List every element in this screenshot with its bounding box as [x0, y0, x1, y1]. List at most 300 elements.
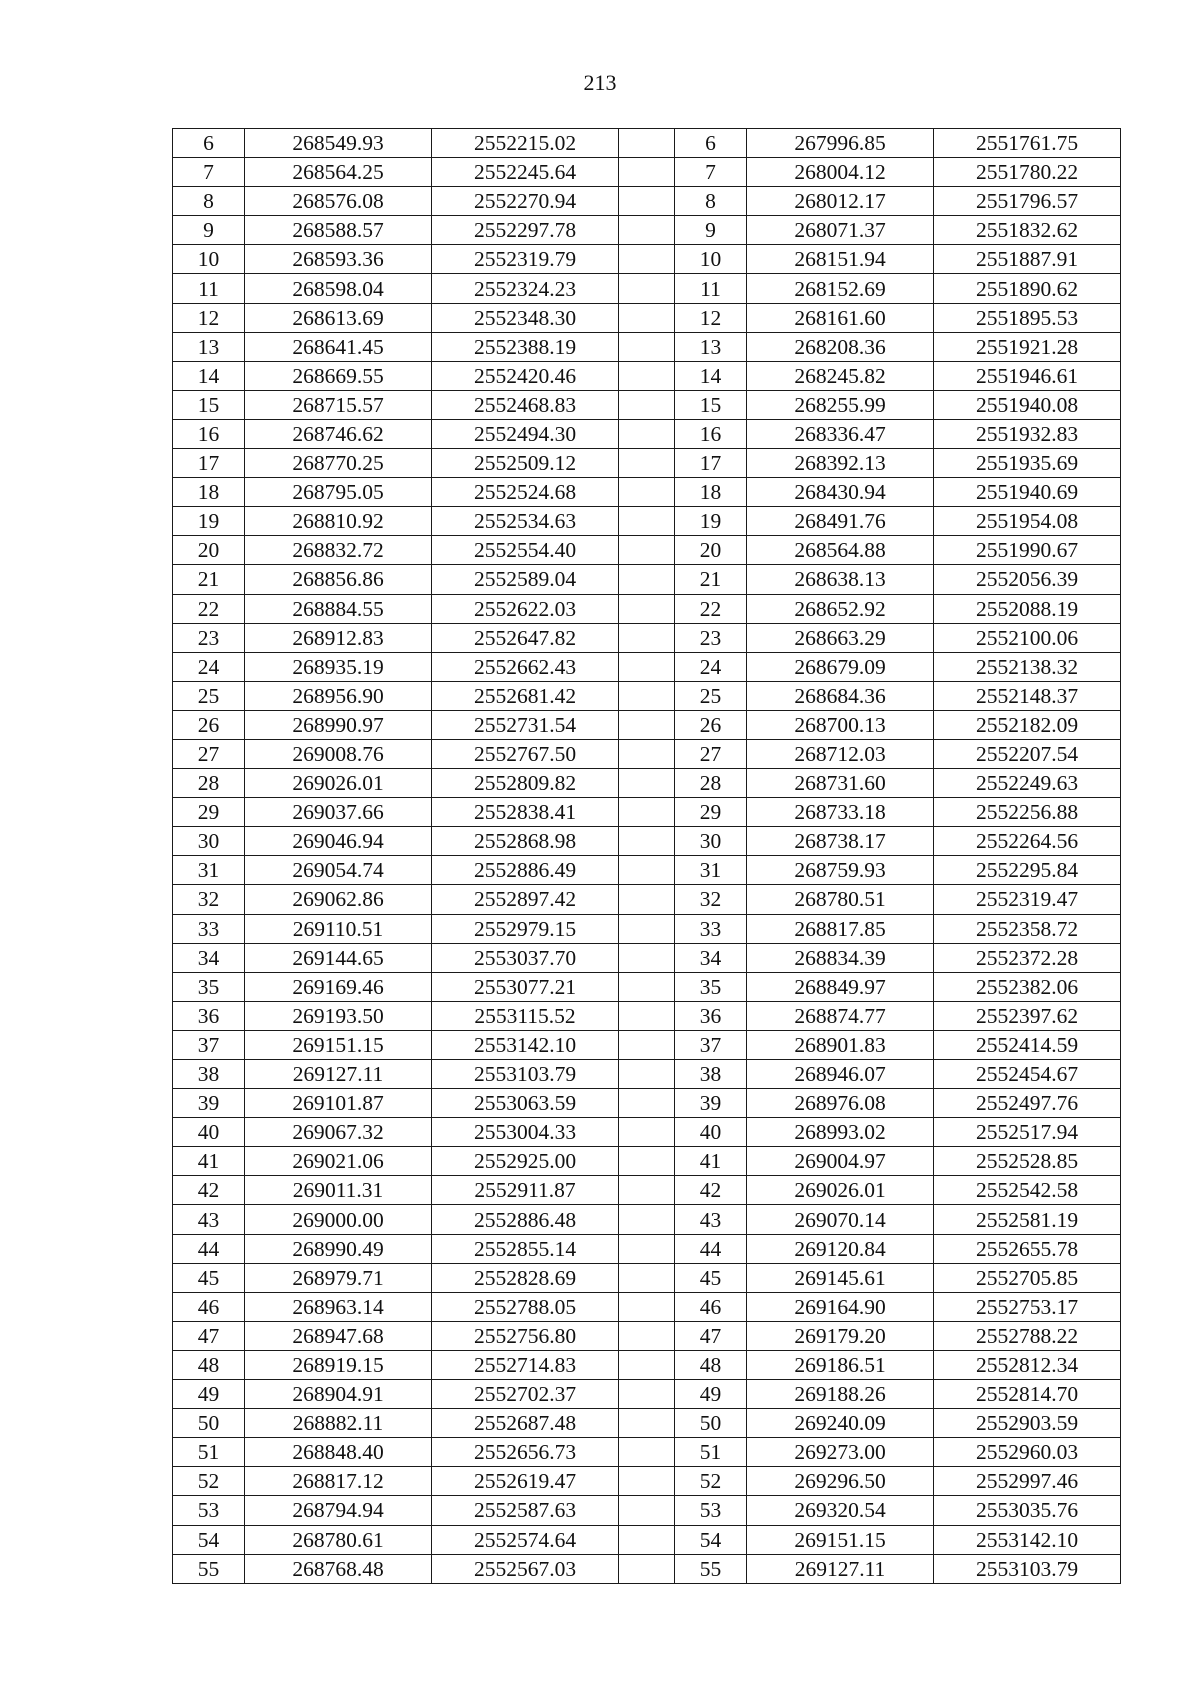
table-row: [173, 1292, 1121, 1321]
left-point-number-cell: 27: [173, 739, 245, 768]
empty-separator-cell: [619, 158, 675, 187]
right-x-coordinate-cell: 268245.82: [747, 361, 934, 390]
right-x-coordinate-cell: 269240.09: [747, 1409, 934, 1438]
left-y-coordinate-cell: 2552897.42: [432, 885, 619, 914]
right-point-number-cell: 38: [675, 1060, 747, 1089]
right-point-number-cell: 33: [675, 914, 747, 943]
left-x-coordinate-cell: 268549.93: [245, 129, 432, 158]
empty-separator-cell: [619, 1234, 675, 1263]
right-y-coordinate-cell: 2552056.39: [934, 565, 1121, 594]
coordinates-table: [172, 128, 1121, 1584]
left-y-coordinate-cell: 2552656.73: [432, 1438, 619, 1467]
left-x-coordinate-cell: 269046.94: [245, 827, 432, 856]
right-y-coordinate-cell: 2553142.10: [934, 1525, 1121, 1554]
right-y-coordinate-cell: 2552517.94: [934, 1118, 1121, 1147]
right-y-coordinate-cell: 2552397.62: [934, 1001, 1121, 1030]
right-point-number-cell: 44: [675, 1234, 747, 1263]
right-x-coordinate-cell: 269188.26: [747, 1380, 934, 1409]
left-x-coordinate-cell: 268912.83: [245, 623, 432, 652]
right-x-coordinate-cell: 268738.17: [747, 827, 934, 856]
right-x-coordinate-cell: 268976.08: [747, 1089, 934, 1118]
left-point-number-cell: 10: [173, 245, 245, 274]
right-x-coordinate-cell: 268152.69: [747, 274, 934, 303]
left-y-coordinate-cell: 2552886.48: [432, 1205, 619, 1234]
table-row: [173, 1438, 1121, 1467]
empty-separator-cell: [619, 856, 675, 885]
right-x-coordinate-cell: 268946.07: [747, 1060, 934, 1089]
left-x-coordinate-cell: 269193.50: [245, 1001, 432, 1030]
table-row: [173, 245, 1121, 274]
left-y-coordinate-cell: 2552297.78: [432, 216, 619, 245]
left-y-coordinate-cell: 2552554.40: [432, 536, 619, 565]
left-y-coordinate-cell: 2552509.12: [432, 449, 619, 478]
table-row: [173, 1525, 1121, 1554]
left-y-coordinate-cell: 2553037.70: [432, 943, 619, 972]
table-row: [173, 449, 1121, 478]
left-point-number-cell: 28: [173, 769, 245, 798]
left-x-coordinate-cell: 268641.45: [245, 332, 432, 361]
left-y-coordinate-cell: 2552647.82: [432, 623, 619, 652]
left-point-number-cell: 12: [173, 303, 245, 332]
right-x-coordinate-cell: 268430.94: [747, 478, 934, 507]
left-x-coordinate-cell: 268810.92: [245, 507, 432, 536]
right-y-coordinate-cell: 2552414.59: [934, 1030, 1121, 1059]
left-point-number-cell: 19: [173, 507, 245, 536]
left-x-coordinate-cell: 268990.49: [245, 1234, 432, 1263]
left-y-coordinate-cell: 2552767.50: [432, 739, 619, 768]
left-y-coordinate-cell: 2552270.94: [432, 187, 619, 216]
right-x-coordinate-cell: 269145.61: [747, 1263, 934, 1292]
empty-separator-cell: [619, 507, 675, 536]
left-y-coordinate-cell: 2552702.37: [432, 1380, 619, 1409]
right-y-coordinate-cell: 2552182.09: [934, 710, 1121, 739]
left-y-coordinate-cell: 2553077.21: [432, 972, 619, 1001]
empty-separator-cell: [619, 1350, 675, 1379]
right-y-coordinate-cell: 2551946.61: [934, 361, 1121, 390]
left-y-coordinate-cell: 2552245.64: [432, 158, 619, 187]
right-y-coordinate-cell: 2551890.62: [934, 274, 1121, 303]
left-y-coordinate-cell: 2552215.02: [432, 129, 619, 158]
right-x-coordinate-cell: 268004.12: [747, 158, 934, 187]
right-point-number-cell: 7: [675, 158, 747, 187]
table-row: [173, 1409, 1121, 1438]
table-row: [173, 419, 1121, 448]
empty-separator-cell: [619, 594, 675, 623]
table-row: [173, 129, 1121, 158]
right-point-number-cell: 6: [675, 129, 747, 158]
right-x-coordinate-cell: 268993.02: [747, 1118, 934, 1147]
table-row: [173, 1263, 1121, 1292]
right-y-coordinate-cell: 2552581.19: [934, 1205, 1121, 1234]
left-y-coordinate-cell: 2552319.79: [432, 245, 619, 274]
right-x-coordinate-cell: 269179.20: [747, 1321, 934, 1350]
left-x-coordinate-cell: 268780.61: [245, 1525, 432, 1554]
right-y-coordinate-cell: 2552997.46: [934, 1467, 1121, 1496]
right-x-coordinate-cell: 269151.15: [747, 1525, 934, 1554]
right-x-coordinate-cell: 268817.85: [747, 914, 934, 943]
right-y-coordinate-cell: 2552207.54: [934, 739, 1121, 768]
left-point-number-cell: 49: [173, 1380, 245, 1409]
right-point-number-cell: 34: [675, 943, 747, 972]
left-point-number-cell: 15: [173, 390, 245, 419]
left-x-coordinate-cell: 268715.57: [245, 390, 432, 419]
left-x-coordinate-cell: 268884.55: [245, 594, 432, 623]
left-x-coordinate-cell: 268613.69: [245, 303, 432, 332]
right-point-number-cell: 42: [675, 1176, 747, 1205]
left-y-coordinate-cell: 2552388.19: [432, 332, 619, 361]
right-x-coordinate-cell: 268712.03: [747, 739, 934, 768]
right-point-number-cell: 10: [675, 245, 747, 274]
empty-separator-cell: [619, 943, 675, 972]
left-point-number-cell: 34: [173, 943, 245, 972]
table-row: [173, 681, 1121, 710]
right-point-number-cell: 45: [675, 1263, 747, 1292]
right-y-coordinate-cell: 2552256.88: [934, 798, 1121, 827]
left-x-coordinate-cell: 268882.11: [245, 1409, 432, 1438]
empty-separator-cell: [619, 332, 675, 361]
left-point-number-cell: 54: [173, 1525, 245, 1554]
left-x-coordinate-cell: 269062.86: [245, 885, 432, 914]
left-point-number-cell: 22: [173, 594, 245, 623]
left-y-coordinate-cell: 2552756.80: [432, 1321, 619, 1350]
left-point-number-cell: 55: [173, 1554, 245, 1583]
right-x-coordinate-cell: 269070.14: [747, 1205, 934, 1234]
left-point-number-cell: 33: [173, 914, 245, 943]
left-point-number-cell: 50: [173, 1409, 245, 1438]
table-row: [173, 1147, 1121, 1176]
empty-separator-cell: [619, 885, 675, 914]
right-y-coordinate-cell: 2552528.85: [934, 1147, 1121, 1176]
right-point-number-cell: 28: [675, 769, 747, 798]
table-row: [173, 1554, 1121, 1583]
right-point-number-cell: 41: [675, 1147, 747, 1176]
table-row: [173, 885, 1121, 914]
table-row: [173, 1467, 1121, 1496]
empty-separator-cell: [619, 1118, 675, 1147]
empty-separator-cell: [619, 390, 675, 419]
right-y-coordinate-cell: 2551780.22: [934, 158, 1121, 187]
left-point-number-cell: 13: [173, 332, 245, 361]
empty-separator-cell: [619, 914, 675, 943]
left-point-number-cell: 32: [173, 885, 245, 914]
empty-separator-cell: [619, 1380, 675, 1409]
left-point-number-cell: 30: [173, 827, 245, 856]
left-point-number-cell: 21: [173, 565, 245, 594]
empty-separator-cell: [619, 1496, 675, 1525]
right-x-coordinate-cell: 268392.13: [747, 449, 934, 478]
right-point-number-cell: 20: [675, 536, 747, 565]
left-y-coordinate-cell: 2552714.83: [432, 1350, 619, 1379]
left-y-coordinate-cell: 2552534.63: [432, 507, 619, 536]
table-row: [173, 332, 1121, 361]
right-point-number-cell: 46: [675, 1292, 747, 1321]
right-y-coordinate-cell: 2551887.91: [934, 245, 1121, 274]
right-y-coordinate-cell: 2552753.17: [934, 1292, 1121, 1321]
empty-separator-cell: [619, 827, 675, 856]
left-point-number-cell: 45: [173, 1263, 245, 1292]
right-x-coordinate-cell: 268684.36: [747, 681, 934, 710]
left-point-number-cell: 43: [173, 1205, 245, 1234]
right-point-number-cell: 49: [675, 1380, 747, 1409]
left-x-coordinate-cell: 269000.00: [245, 1205, 432, 1234]
table-row: [173, 507, 1121, 536]
left-y-coordinate-cell: 2552662.43: [432, 652, 619, 681]
left-x-coordinate-cell: 268588.57: [245, 216, 432, 245]
left-x-coordinate-cell: 269110.51: [245, 914, 432, 943]
left-x-coordinate-cell: 268794.94: [245, 1496, 432, 1525]
left-point-number-cell: 18: [173, 478, 245, 507]
left-x-coordinate-cell: 269011.31: [245, 1176, 432, 1205]
empty-separator-cell: [619, 536, 675, 565]
table-row: [173, 739, 1121, 768]
right-x-coordinate-cell: 269320.54: [747, 1496, 934, 1525]
table-row: [173, 1001, 1121, 1030]
left-point-number-cell: 26: [173, 710, 245, 739]
left-y-coordinate-cell: 2552855.14: [432, 1234, 619, 1263]
right-y-coordinate-cell: 2551940.08: [934, 390, 1121, 419]
empty-separator-cell: [619, 1030, 675, 1059]
left-point-number-cell: 39: [173, 1089, 245, 1118]
left-y-coordinate-cell: 2552886.49: [432, 856, 619, 885]
left-x-coordinate-cell: 269101.87: [245, 1089, 432, 1118]
right-y-coordinate-cell: 2552138.32: [934, 652, 1121, 681]
right-point-number-cell: 35: [675, 972, 747, 1001]
empty-separator-cell: [619, 1292, 675, 1321]
left-y-coordinate-cell: 2552420.46: [432, 361, 619, 390]
right-x-coordinate-cell: 268638.13: [747, 565, 934, 594]
right-point-number-cell: 17: [675, 449, 747, 478]
left-x-coordinate-cell: 269169.46: [245, 972, 432, 1001]
left-x-coordinate-cell: 268746.62: [245, 419, 432, 448]
empty-separator-cell: [619, 1060, 675, 1089]
left-point-number-cell: 31: [173, 856, 245, 885]
empty-separator-cell: [619, 419, 675, 448]
right-y-coordinate-cell: 2551921.28: [934, 332, 1121, 361]
empty-separator-cell: [619, 187, 675, 216]
right-point-number-cell: 8: [675, 187, 747, 216]
left-y-coordinate-cell: 2552868.98: [432, 827, 619, 856]
right-x-coordinate-cell: 268700.13: [747, 710, 934, 739]
right-y-coordinate-cell: 2551832.62: [934, 216, 1121, 245]
left-point-number-cell: 25: [173, 681, 245, 710]
right-y-coordinate-cell: 2552903.59: [934, 1409, 1121, 1438]
right-x-coordinate-cell: 268834.39: [747, 943, 934, 972]
right-point-number-cell: 19: [675, 507, 747, 536]
table-row: [173, 478, 1121, 507]
left-point-number-cell: 24: [173, 652, 245, 681]
right-x-coordinate-cell: 268336.47: [747, 419, 934, 448]
empty-separator-cell: [619, 1263, 675, 1292]
table-row: [173, 187, 1121, 216]
right-x-coordinate-cell: 268071.37: [747, 216, 934, 245]
right-point-number-cell: 24: [675, 652, 747, 681]
right-point-number-cell: 15: [675, 390, 747, 419]
right-y-coordinate-cell: 2551761.75: [934, 129, 1121, 158]
left-x-coordinate-cell: 269127.11: [245, 1060, 432, 1089]
right-y-coordinate-cell: 2552249.63: [934, 769, 1121, 798]
left-y-coordinate-cell: 2553103.79: [432, 1060, 619, 1089]
right-point-number-cell: 14: [675, 361, 747, 390]
left-y-coordinate-cell: 2552348.30: [432, 303, 619, 332]
table-row: [173, 914, 1121, 943]
left-point-number-cell: 36: [173, 1001, 245, 1030]
left-x-coordinate-cell: 268904.91: [245, 1380, 432, 1409]
left-x-coordinate-cell: 269151.15: [245, 1030, 432, 1059]
empty-separator-cell: [619, 1321, 675, 1350]
table-row: [173, 652, 1121, 681]
left-y-coordinate-cell: 2553063.59: [432, 1089, 619, 1118]
right-x-coordinate-cell: 269273.00: [747, 1438, 934, 1467]
left-y-coordinate-cell: 2552589.04: [432, 565, 619, 594]
empty-separator-cell: [619, 303, 675, 332]
left-x-coordinate-cell: 268990.97: [245, 710, 432, 739]
right-point-number-cell: 13: [675, 332, 747, 361]
left-y-coordinate-cell: 2552681.42: [432, 681, 619, 710]
right-x-coordinate-cell: 268679.09: [747, 652, 934, 681]
right-y-coordinate-cell: 2553035.76: [934, 1496, 1121, 1525]
right-point-number-cell: 11: [675, 274, 747, 303]
right-point-number-cell: 30: [675, 827, 747, 856]
right-y-coordinate-cell: 2552358.72: [934, 914, 1121, 943]
right-y-coordinate-cell: 2551954.08: [934, 507, 1121, 536]
right-y-coordinate-cell: 2552264.56: [934, 827, 1121, 856]
empty-separator-cell: [619, 769, 675, 798]
left-point-number-cell: 6: [173, 129, 245, 158]
left-x-coordinate-cell: 268935.19: [245, 652, 432, 681]
right-y-coordinate-cell: 2552372.28: [934, 943, 1121, 972]
right-y-coordinate-cell: 2552788.22: [934, 1321, 1121, 1350]
left-x-coordinate-cell: 268979.71: [245, 1263, 432, 1292]
left-y-coordinate-cell: 2552324.23: [432, 274, 619, 303]
left-point-number-cell: 23: [173, 623, 245, 652]
left-x-coordinate-cell: 268848.40: [245, 1438, 432, 1467]
table-row: [173, 623, 1121, 652]
left-point-number-cell: 37: [173, 1030, 245, 1059]
right-x-coordinate-cell: 268901.83: [747, 1030, 934, 1059]
table-row: [173, 1321, 1121, 1350]
table-row: [173, 216, 1121, 245]
empty-separator-cell: [619, 129, 675, 158]
right-point-number-cell: 43: [675, 1205, 747, 1234]
right-x-coordinate-cell: 267996.85: [747, 129, 934, 158]
left-x-coordinate-cell: 268598.04: [245, 274, 432, 303]
right-x-coordinate-cell: 268491.76: [747, 507, 934, 536]
left-point-number-cell: 29: [173, 798, 245, 827]
empty-separator-cell: [619, 1147, 675, 1176]
empty-separator-cell: [619, 972, 675, 1001]
right-x-coordinate-cell: 268564.88: [747, 536, 934, 565]
right-y-coordinate-cell: 2552088.19: [934, 594, 1121, 623]
left-y-coordinate-cell: 2553004.33: [432, 1118, 619, 1147]
left-y-coordinate-cell: 2552524.68: [432, 478, 619, 507]
right-y-coordinate-cell: 2552295.84: [934, 856, 1121, 885]
right-point-number-cell: 21: [675, 565, 747, 594]
table-row: [173, 158, 1121, 187]
left-x-coordinate-cell: 269021.06: [245, 1147, 432, 1176]
right-x-coordinate-cell: 268255.99: [747, 390, 934, 419]
empty-separator-cell: [619, 623, 675, 652]
left-x-coordinate-cell: 268963.14: [245, 1292, 432, 1321]
left-x-coordinate-cell: 269008.76: [245, 739, 432, 768]
left-y-coordinate-cell: 2552828.69: [432, 1263, 619, 1292]
left-x-coordinate-cell: 269037.66: [245, 798, 432, 827]
table-row: [173, 1030, 1121, 1059]
left-point-number-cell: 11: [173, 274, 245, 303]
left-point-number-cell: 46: [173, 1292, 245, 1321]
left-x-coordinate-cell: 268947.68: [245, 1321, 432, 1350]
left-point-number-cell: 51: [173, 1438, 245, 1467]
table-row: [173, 710, 1121, 739]
right-point-number-cell: 22: [675, 594, 747, 623]
table-row: [173, 1496, 1121, 1525]
right-y-coordinate-cell: 2551796.57: [934, 187, 1121, 216]
empty-separator-cell: [619, 1467, 675, 1496]
left-x-coordinate-cell: 269054.74: [245, 856, 432, 885]
left-x-coordinate-cell: 269067.32: [245, 1118, 432, 1147]
left-x-coordinate-cell: 268956.90: [245, 681, 432, 710]
empty-separator-cell: [619, 1176, 675, 1205]
left-x-coordinate-cell: 268669.55: [245, 361, 432, 390]
left-point-number-cell: 38: [173, 1060, 245, 1089]
table-row: [173, 943, 1121, 972]
table-row: [173, 1118, 1121, 1147]
empty-separator-cell: [619, 1438, 675, 1467]
right-point-number-cell: 51: [675, 1438, 747, 1467]
right-point-number-cell: 40: [675, 1118, 747, 1147]
left-y-coordinate-cell: 2553115.52: [432, 1001, 619, 1030]
empty-separator-cell: [619, 710, 675, 739]
right-y-coordinate-cell: 2551935.69: [934, 449, 1121, 478]
right-x-coordinate-cell: 268208.36: [747, 332, 934, 361]
table-row: [173, 1176, 1121, 1205]
left-point-number-cell: 41: [173, 1147, 245, 1176]
page-number: 213: [583, 70, 617, 95]
right-x-coordinate-cell: 268780.51: [747, 885, 934, 914]
table-row: [173, 1089, 1121, 1118]
right-point-number-cell: 26: [675, 710, 747, 739]
empty-separator-cell: [619, 565, 675, 594]
empty-separator-cell: [619, 681, 675, 710]
right-point-number-cell: 52: [675, 1467, 747, 1496]
right-point-number-cell: 36: [675, 1001, 747, 1030]
left-point-number-cell: 48: [173, 1350, 245, 1379]
left-x-coordinate-cell: 268770.25: [245, 449, 432, 478]
empty-separator-cell: [619, 478, 675, 507]
left-y-coordinate-cell: 2552494.30: [432, 419, 619, 448]
table-row: [173, 1060, 1121, 1089]
right-y-coordinate-cell: 2552542.58: [934, 1176, 1121, 1205]
right-point-number-cell: 37: [675, 1030, 747, 1059]
left-point-number-cell: 52: [173, 1467, 245, 1496]
left-point-number-cell: 35: [173, 972, 245, 1001]
left-y-coordinate-cell: 2552979.15: [432, 914, 619, 943]
right-y-coordinate-cell: 2552454.67: [934, 1060, 1121, 1089]
left-y-coordinate-cell: 2552622.03: [432, 594, 619, 623]
right-point-number-cell: 39: [675, 1089, 747, 1118]
empty-separator-cell: [619, 245, 675, 274]
table-row: [173, 1205, 1121, 1234]
table-row: [173, 972, 1121, 1001]
table-row: [173, 536, 1121, 565]
left-y-coordinate-cell: 2552587.63: [432, 1496, 619, 1525]
left-point-number-cell: 47: [173, 1321, 245, 1350]
left-x-coordinate-cell: 268593.36: [245, 245, 432, 274]
empty-separator-cell: [619, 1089, 675, 1118]
right-point-number-cell: 50: [675, 1409, 747, 1438]
left-x-coordinate-cell: 268795.05: [245, 478, 432, 507]
empty-separator-cell: [619, 1001, 675, 1030]
table-row: [173, 1380, 1121, 1409]
